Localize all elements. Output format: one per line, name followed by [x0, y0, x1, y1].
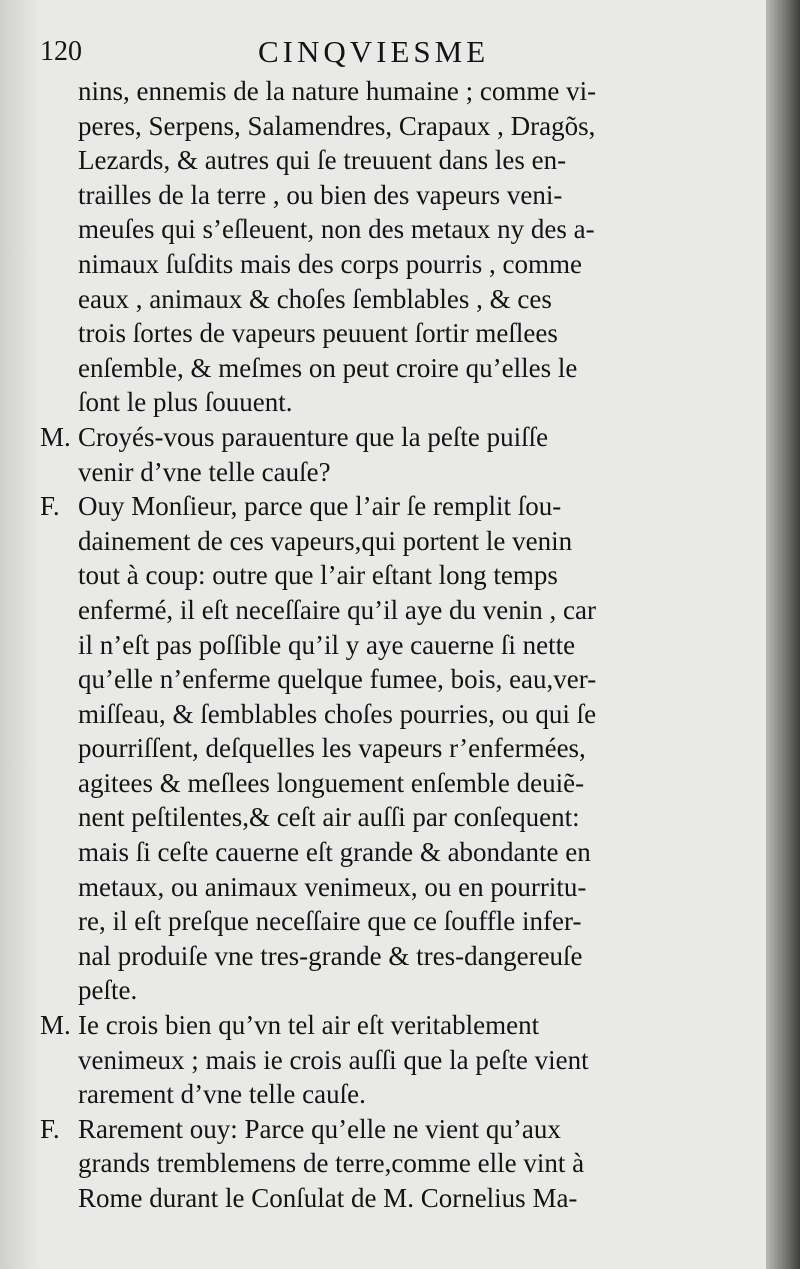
- dialogue-text: Croyés-vous parauenture que la peſte puiſſe: [78, 421, 549, 452]
- text-line: miſſeau, & ſemblables choſes pourries, ou qui ſe: [78, 698, 597, 729]
- text-line: nimaux ſuſdits mais des corps pourris , comme: [78, 248, 582, 279]
- page-number: 120: [40, 36, 82, 67]
- page-edge-shadow: [0, 0, 40, 1269]
- running-head: CINQVIESME: [258, 34, 490, 69]
- text-line: pourriſſent, deſquelles les vapeurs r’enfermées,: [78, 733, 586, 764]
- text-line: trailles de la terre , ou bien des vapeurs veni-: [78, 179, 563, 210]
- speaker-label: F.: [40, 491, 60, 522]
- text-line: enſemble, & meſmes on peut croire qu’elles le: [78, 352, 578, 383]
- text-line: rarement d’vne telle cauſe.: [78, 1079, 366, 1110]
- text-line: trois ſortes de vapeurs peuuent ſortir meſlees: [78, 318, 558, 349]
- page-header: [40, 30, 720, 74]
- text-line: tout à coup: outre que l’air eſtant long temps: [78, 560, 558, 591]
- speaker-label: M.: [40, 421, 71, 452]
- dialogue-text: Rarement ouy: Parce qu’elle ne vient qu’aux: [78, 1113, 561, 1144]
- text-line: metaux, ou animaux venimeux, ou en pourritu-: [78, 871, 587, 902]
- speaker-label: M.: [40, 1010, 71, 1041]
- text-line: enfermé, il eſt neceſſaire qu’il aye du venin , car: [78, 594, 596, 625]
- text-line: nal produiſe vne tres-grande & tres-dangereuſe: [78, 940, 583, 971]
- dialogue-line: [40, 1008, 720, 1043]
- text-line: Rome durant le Conſulat de M. Cornelius Ma-: [78, 1183, 578, 1213]
- text-line: meuſes qui s’eſleuent, non des metaux ny des a-: [78, 214, 595, 245]
- text-line: re, il eſt preſque neceſſaire que ce ſouffle infer-: [78, 906, 582, 937]
- binding-gutter: [766, 0, 800, 1269]
- text-line: venir d’vne telle cauſe?: [78, 456, 331, 487]
- text-line: grands tremblemens de terre,comme elle vint à: [78, 1148, 585, 1179]
- text-line: il n’eſt pas poſſible qu’il y aye cauerne ſi nette: [78, 629, 576, 660]
- text-line: dainement de ces vapeurs,qui portent le venin: [78, 525, 573, 556]
- text-line: nent peſtilentes,& ceſt air auſſi par conſequent:: [78, 802, 580, 833]
- text-line: ſont le plus ſouuent.: [78, 387, 293, 418]
- text-line: peres, Serpens, Salamendres, Crapaux , Dragõs,: [78, 110, 596, 141]
- text-line: venimeux ; mais ie crois auſſi que la peſte vient: [78, 1044, 589, 1075]
- text-line: peſte.: [78, 975, 138, 1006]
- text-line: mais ſi ceſte cauerne eſt grande & abondante en: [78, 837, 591, 868]
- dialogue-text: Ie crois bien qu’vn tel air eſt veritablement: [78, 1010, 540, 1041]
- text-line: qu’elle n’enferme quelque fumee, bois, eau,ver-: [78, 664, 597, 695]
- text-line: nins, ennemis de la nature humaine ; comme vi-: [78, 76, 597, 106]
- text-line: agitees & meſlees longuement enſemble deuiẽ-: [78, 767, 585, 798]
- text-line: eaux , animaux & choſes ſemblables , & ces: [78, 283, 552, 314]
- dialogue-line: [40, 420, 720, 455]
- text-line: Lezards, & autres qui ſe treuuent dans les en-: [78, 145, 567, 176]
- dialogue-line: [40, 489, 720, 524]
- speaker-label: F.: [40, 1113, 60, 1144]
- dialogue-text: Ouy Monſieur, parce que l’air ſe remplit ſou-: [78, 491, 562, 522]
- dialogue-line: [40, 1112, 720, 1147]
- page-text-block: [40, 30, 720, 1216]
